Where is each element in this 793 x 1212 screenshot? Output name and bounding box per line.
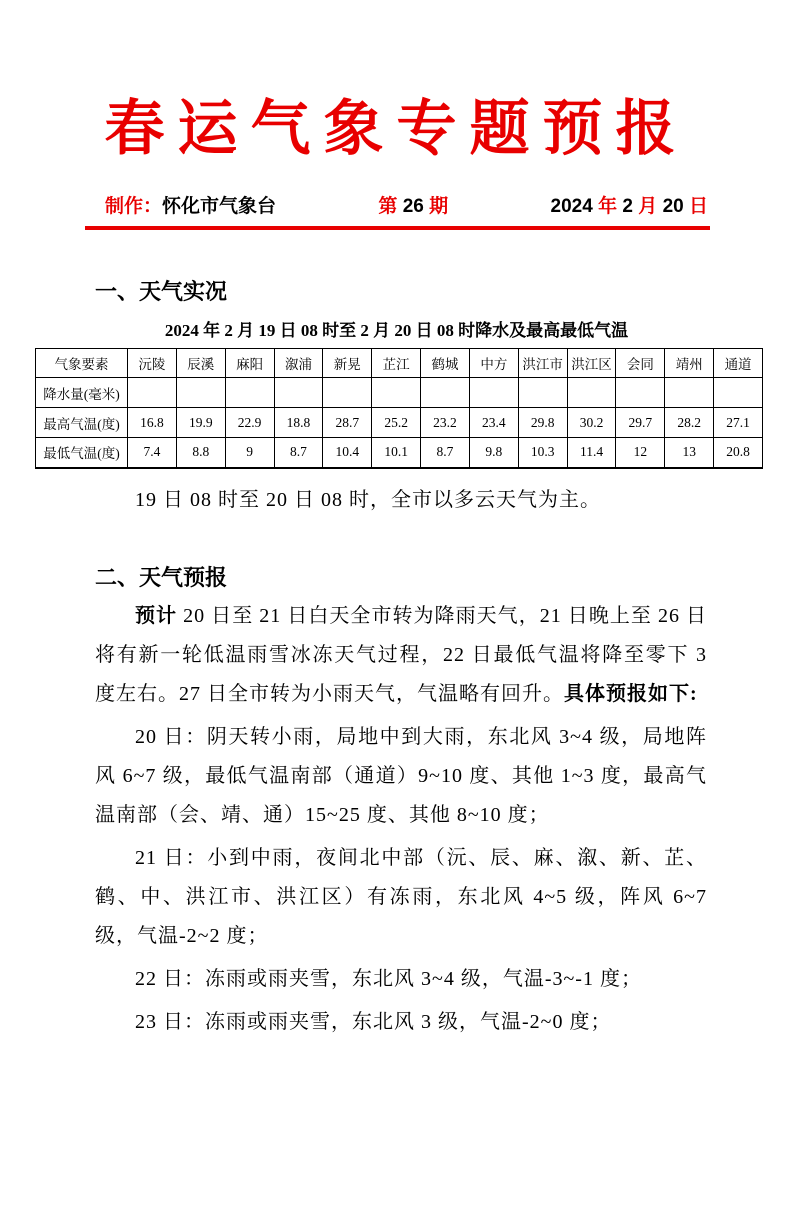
table-cell: 7.4: [128, 438, 177, 468]
row-label: 最高气温(度): [36, 408, 128, 438]
producer: [105, 194, 276, 220]
row-label: 最低气温(度): [36, 438, 128, 468]
table-cell: 16.8: [128, 408, 177, 438]
table-cell: 11.4: [567, 438, 616, 468]
table-row: [36, 438, 763, 468]
column-header: 溆浦: [274, 349, 323, 378]
table-cell: 22.9: [225, 408, 274, 438]
header-divider: [85, 226, 710, 230]
forecast-day-20: [95, 718, 707, 835]
date-year-unit: 年: [598, 196, 618, 217]
forecast-intro-body: 20 日至 21 日白天全市转为降雨天气，21 日晚上至 26 日将有新一轮低温雨雪冰冻天气过程，22 日最低气温将降至零下 3 度左右。27 日全市转为小雨天气，气温略有回升。: [95, 604, 708, 705]
table-cell: 25.2: [372, 408, 421, 438]
column-header: 芷江: [372, 349, 421, 378]
weather-table-body: [36, 349, 763, 468]
issue-suffix: 期: [429, 196, 449, 217]
producer-label: 制作：: [105, 196, 163, 217]
date-year: 2024: [550, 196, 593, 217]
forecast-intro-lead: 预计: [135, 604, 178, 627]
table-cell: [176, 378, 225, 408]
table-cell: [567, 378, 616, 408]
forecast-day-text: 阴天转小雨，局地中到大雨，东北风 3~4 级，局地阵风 6~7 级，最低气温南部（通道）9~10 度、其他 1~3 度，最高气温南部（会、靖、通）15~25 度、其他 8~10 度；: [95, 725, 707, 826]
date-day-unit: 日: [688, 196, 708, 217]
table-cell: [518, 378, 567, 408]
report-date: [551, 194, 708, 220]
table-cell: [665, 378, 714, 408]
table-cell: 10.1: [372, 438, 421, 468]
page-title: 春运气象专题预报: [104, 94, 689, 164]
forecast-day-text: 冻雨或雨夹雪，东北风 3 级，气温-2~0 度；: [205, 1010, 612, 1033]
actual-summary: 19 日 08 时至 20 日 08 时，全市以多云天气为主。: [135, 488, 601, 511]
column-header: 辰溪: [176, 349, 225, 378]
forecast-day-label: 23 日：: [135, 1010, 205, 1033]
table-cell: 19.9: [176, 408, 225, 438]
column-header: 靖州: [665, 349, 714, 378]
table-cell: 29.7: [616, 408, 665, 438]
forecast-day-22: [95, 960, 707, 999]
table-cell: 9.8: [469, 438, 518, 468]
table-row: [36, 408, 763, 438]
column-header: 鹤城: [421, 349, 470, 378]
section-heading-actual: 一、天气实况: [95, 279, 228, 304]
document-page: [0, 90, 793, 1212]
column-header: 沅陵: [128, 349, 177, 378]
table-cell: 30.2: [567, 408, 616, 438]
weather-table: [35, 348, 763, 469]
date-month: 2: [622, 196, 633, 217]
column-header: 通道: [714, 349, 763, 378]
table-cell: 28.7: [323, 408, 372, 438]
table-cell: [323, 378, 372, 408]
table-cell: 13: [665, 438, 714, 468]
table-row: [36, 378, 763, 408]
table-cell: 8.7: [421, 438, 470, 468]
date-day: 20: [662, 196, 684, 217]
column-header: 洪江市: [518, 349, 567, 378]
table-cell: [128, 378, 177, 408]
column-header: 新晃: [323, 349, 372, 378]
section-heading-forecast: 二、天气预报: [95, 564, 228, 590]
table-cell: 20.8: [714, 438, 763, 468]
table-cell: [274, 378, 323, 408]
table-cell: 18.8: [274, 408, 323, 438]
forecast-day-label: 21 日：: [135, 846, 208, 869]
column-header: 洪江区: [567, 349, 616, 378]
table-cell: 27.1: [714, 408, 763, 438]
table-cell: 12: [616, 438, 665, 468]
table-cell: 8.8: [176, 438, 225, 468]
table-cell: 28.2: [665, 408, 714, 438]
row-label: 降水量(毫米): [36, 378, 128, 408]
table-cell: 23.4: [469, 408, 518, 438]
forecast-intro: [95, 597, 707, 714]
issue-value: 26: [402, 196, 424, 217]
table-cell: 10.3: [518, 438, 567, 468]
table-cell: [421, 378, 470, 408]
table-cell: 10.4: [323, 438, 372, 468]
table-header-row: [36, 349, 763, 378]
forecast-day-label: 20 日：: [135, 725, 207, 748]
meta-row: [85, 194, 710, 220]
date-month-unit: 月: [638, 196, 658, 217]
issue-number: [378, 194, 448, 220]
table-cell: [714, 378, 763, 408]
forecast-intro-tail: 具体预报如下:: [564, 682, 698, 705]
column-header: 中方: [469, 349, 518, 378]
column-header: 会同: [616, 349, 665, 378]
table-cell: 9: [225, 438, 274, 468]
issue-prefix: 第: [378, 196, 398, 217]
table-title: 2024 年 2 月 19 日 08 时至 2 月 20 日 08 时降水及最高最低气温: [164, 321, 629, 340]
forecast-day-label: 22 日：: [135, 967, 205, 990]
table-cell: 8.7: [274, 438, 323, 468]
table-corner-label: 气象要素: [36, 349, 128, 378]
table-cell: [372, 378, 421, 408]
forecast-day-23: [95, 1003, 707, 1042]
forecast-day-text: 小到中雨，夜间北中部（沅、辰、麻、溆、新、芷、鹤、中、洪江市、洪江区）有冻雨，东北风 4~5 级，阵风 6~7 级，气温-2~2 度；: [95, 846, 708, 947]
producer-value: 怀化市气象台: [162, 196, 277, 217]
table-cell: [225, 378, 274, 408]
table-cell: [616, 378, 665, 408]
table-cell: [469, 378, 518, 408]
forecast-day-text: 冻雨或雨夹雪，东北风 3~4 级，气温-3~-1 度；: [205, 967, 642, 990]
table-cell: 23.2: [421, 408, 470, 438]
column-header: 麻阳: [225, 349, 274, 378]
forecast-day-21: [95, 839, 707, 956]
table-cell: 29.8: [518, 408, 567, 438]
